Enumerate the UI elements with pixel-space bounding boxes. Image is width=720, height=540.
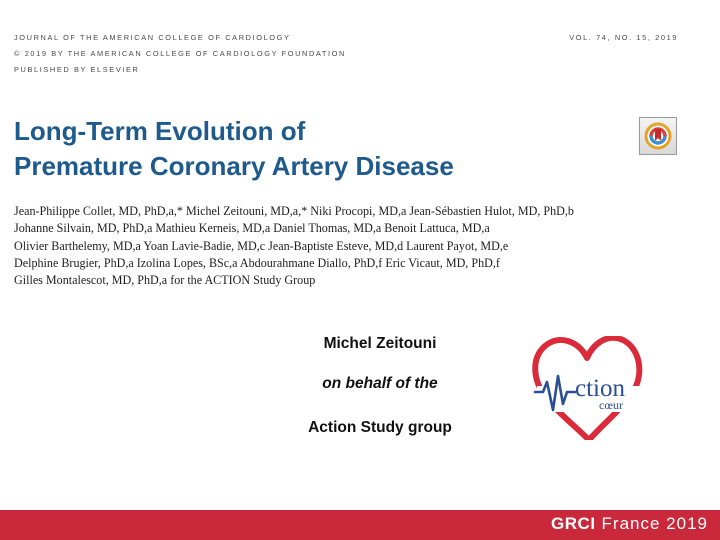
- crossmark-badge[interactable]: [639, 117, 677, 155]
- copyright-line: © 2019 BY THE AMERICAN COLLEGE OF CARDIOLOGY FOUNDATION: [14, 49, 346, 58]
- author-line: Gilles Montalescot, MD, PhD,a for the ACTION Study Group: [14, 273, 316, 288]
- crossmark-icon: [640, 118, 676, 154]
- presenter-name: Michel Zeitouni: [323, 335, 437, 352]
- footer-bar: [0, 510, 720, 540]
- logo-sub: cœur: [599, 398, 623, 412]
- author-line: Jean-Philippe Collet, MD, PhD,a,* Michel Zeitouni, MD,a,* Niki Procopi, MD,a Jean-Sébastien Hulot, MD, PhD,b: [14, 204, 574, 218]
- journal-name: JOURNAL OF THE AMERICAN COLLEGE OF CARDIOLOGY: [14, 33, 291, 42]
- title-line-1: Long-Term Evolution of: [14, 116, 306, 146]
- publisher-line: PUBLISHED BY ELSEVIER: [14, 65, 140, 74]
- title-line-2: Premature Coronary Artery Disease: [14, 151, 454, 181]
- action-coeur-logo: [529, 336, 645, 440]
- author-line: Olivier Barthelemy, MD,a Yoan Lavie-Badie, MD,c Jean-Baptiste Esteve, MD,d Laurent Payot, MD,e: [14, 238, 509, 253]
- footer-branding: [551, 514, 708, 534]
- author-line: Johanne Silvain, MD, PhD,a Mathieu Kerneis, MD,a Daniel Thomas, MD,a Benoit Lattuca, MD,a: [14, 221, 490, 236]
- presenter-behalf: on behalf of the: [322, 375, 438, 392]
- logo-word: ction: [575, 375, 625, 402]
- author-line: Delphine Brugier, PhD,a Izolina Lopes, BSc,a Abdourahmane Diallo, PhD,f Eric Vicaut, MD, PhD,f: [14, 255, 500, 270]
- author-list: [14, 203, 654, 289]
- volume-info: VOL. 74, NO. 15, 2019: [569, 33, 678, 42]
- footer-brand: GRCI: [551, 514, 596, 533]
- article-title: [14, 114, 454, 184]
- footer-event: France 2019: [601, 514, 708, 533]
- presenter-group: Action Study group: [308, 419, 452, 436]
